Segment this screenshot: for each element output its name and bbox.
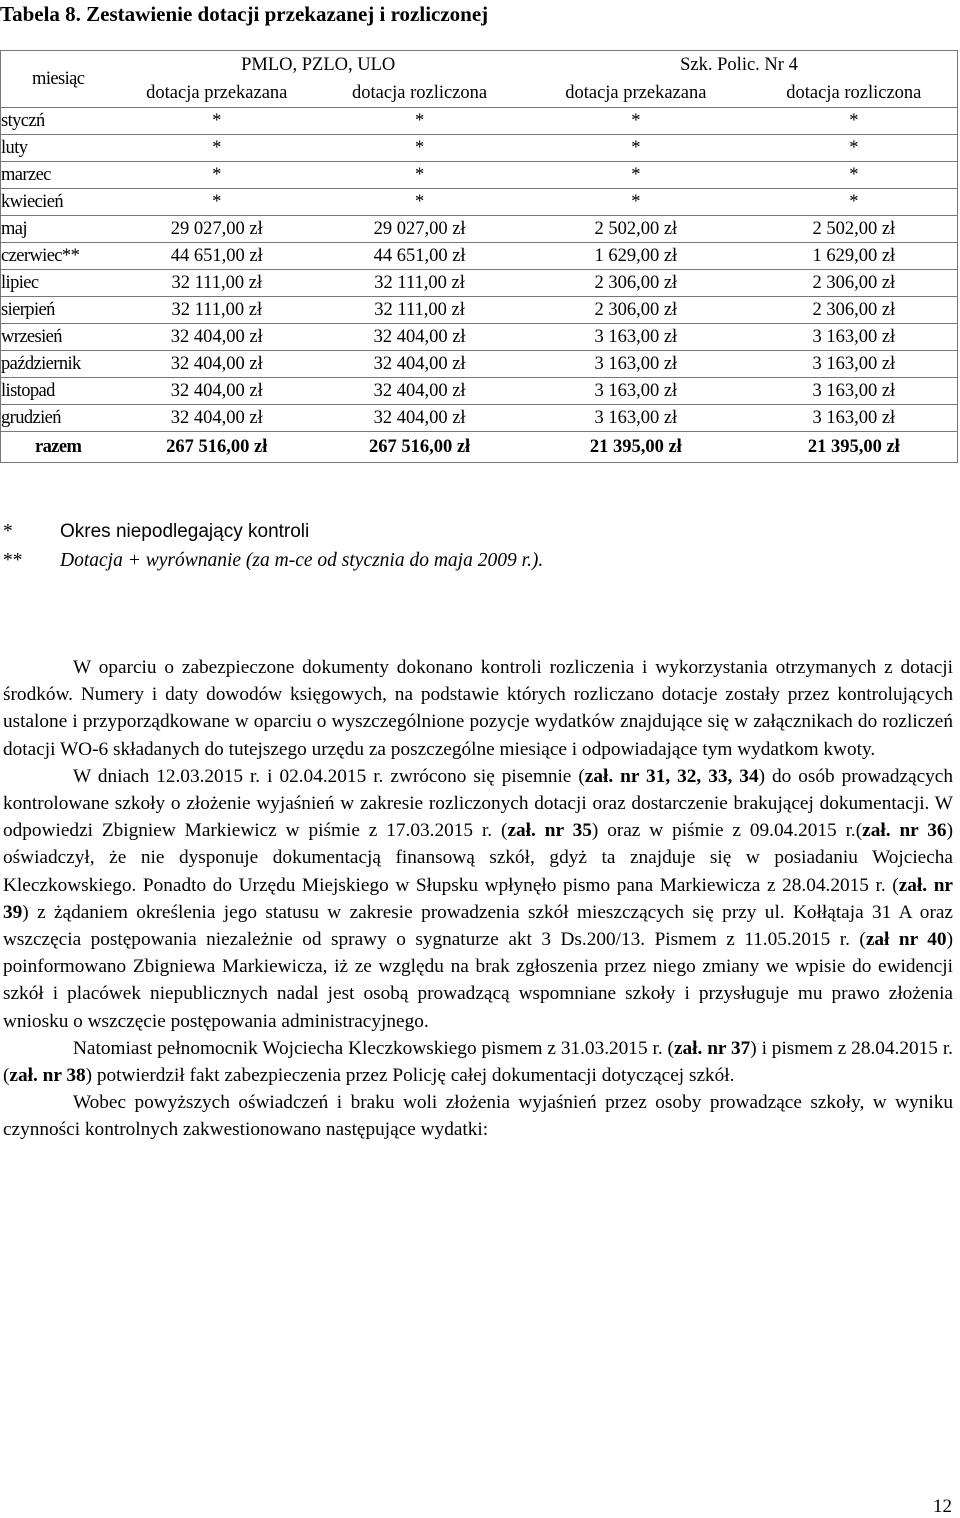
month-cell: wrzesień — [1, 324, 116, 351]
body-paragraph — [3, 654, 953, 763]
value-cell: 32 111,00 zł — [115, 297, 318, 324]
table-row — [1, 297, 958, 324]
attachment-reference: zał. nr 35 — [507, 820, 592, 842]
footnotes — [0, 517, 543, 575]
text-segment: ) oświadczył, że nie dysponuje dokumentacją finansową szkół, gdyż ta znajduje się w posiadaniu Wojciecha Kleczkowskiego. Ponadto do Urzędu Miejskiego w Słupsku wpłynęło pismo pana Markiewicza z 28.04.2015 r. ( — [3, 820, 953, 896]
page-number: 12 — [933, 1496, 952, 1517]
value-cell: 1 629,00 zł — [521, 243, 751, 270]
month-column-header — [1, 51, 116, 108]
subheader-settled-2: dotacja rozliczona — [751, 79, 958, 108]
attachment-reference: zał. nr 39 — [3, 874, 953, 923]
month-cell: grudzień — [1, 405, 116, 432]
text-segment: Wobec powyższych oświadczeń i braku woli złożenia wyjaśnień przez osoby prowadzące szkoły, w wyniku czynności kontrolnych zakwestionowano następujące wydatki: — [3, 1092, 953, 1141]
body-paragraph — [3, 763, 953, 1035]
value-cell: 2 306,00 zł — [751, 297, 958, 324]
value-cell: * — [751, 135, 958, 162]
value-cell: 3 163,00 zł — [521, 405, 751, 432]
group-header-1: PMLO, PZLO, ULO — [115, 51, 521, 80]
month-cell: styczń — [1, 108, 116, 135]
text-segment: Natomiast pełnomocnik Wojciecha Kleczkowskiego pismem z 31.03.2015 r. ( — [73, 1037, 674, 1059]
value-cell: 44 651,00 zł — [115, 243, 318, 270]
total-value-cell: 267 516,00 zł — [115, 432, 318, 463]
total-row — [1, 432, 958, 463]
footnote-mark: ** — [3, 550, 23, 571]
table-row — [1, 378, 958, 405]
value-cell: * — [318, 162, 521, 189]
value-cell: * — [751, 108, 958, 135]
value-cell: 44 651,00 zł — [318, 243, 521, 270]
value-cell: 29 027,00 zł — [318, 216, 521, 243]
value-cell: 2 502,00 zł — [521, 216, 751, 243]
value-cell: * — [521, 189, 751, 216]
value-cell: 1 629,00 zł — [751, 243, 958, 270]
month-cell: czerwiec** — [1, 243, 116, 270]
value-cell: 3 163,00 zł — [751, 378, 958, 405]
value-cell: * — [115, 108, 318, 135]
table-row — [1, 108, 958, 135]
value-cell: * — [115, 135, 318, 162]
text-segment: ) do osób prowadzących kontrolowane szkoły o złożenie wyjaśnień w zakresie rozliczonych dotacji oraz dostarczenie brakującej dokumentacji. W odpowiedzi Zbigniew Markiewicz w piśmie z 17.03.2015 r. ( — [3, 765, 954, 842]
value-cell: 32 111,00 zł — [318, 270, 521, 297]
table-row — [1, 216, 958, 243]
value-cell: 32 404,00 zł — [318, 378, 521, 405]
total-label-cell: razem — [1, 432, 116, 463]
value-cell: 32 404,00 zł — [115, 405, 318, 432]
body-text — [3, 654, 953, 1144]
group-header-2: Szk. Polic. Nr 4 — [521, 51, 958, 80]
month-cell: listopad — [1, 378, 116, 405]
subheader-transferred-2: dotacja przekazana — [521, 79, 751, 108]
month-cell: lipiec — [1, 270, 116, 297]
table-row — [1, 243, 958, 270]
value-cell: 3 163,00 zł — [521, 351, 751, 378]
value-cell: 32 404,00 zł — [318, 405, 521, 432]
text-segment: ) oraz w piśmie z 09.04.2015 r.( — [591, 820, 863, 842]
text-segment: W dniach 12.03.2015 r. i 02.04.2015 r. zwrócono się pisemnie ( — [73, 765, 585, 787]
table-row — [1, 135, 958, 162]
text-segment: ) poinformowano Zbigniewa Markiewicza, iż ze względu na brak zgłoszenia przez niego zmiany we wpisie do ewidencji szkół i placówek niepublicznych nadal jest osobą prowadzącą wspomniane szkoły i przysługuje mu prawo złożenia wniosku o wszczęcie postępowania administracyjnego. — [3, 929, 953, 1032]
value-cell: 3 163,00 zł — [521, 378, 751, 405]
table-row — [1, 351, 958, 378]
value-cell: 2 306,00 zł — [521, 297, 751, 324]
total-value-cell: 21 395,00 zł — [751, 432, 958, 463]
month-cell: kwiecień — [1, 189, 116, 216]
table-title: Tabela 8. Zestawienie dotacji przekazanej i rozliczonej — [0, 2, 489, 26]
value-cell: * — [318, 135, 521, 162]
month-cell: październik — [1, 351, 116, 378]
subheader-settled-1: dotacja rozliczona — [318, 79, 521, 108]
table-row — [1, 324, 958, 351]
table-row — [1, 270, 958, 297]
value-cell: 3 163,00 zł — [751, 351, 958, 378]
value-cell: 32 111,00 zł — [318, 297, 521, 324]
attachment-reference: zał nr 40 — [865, 929, 947, 951]
value-cell: * — [521, 162, 751, 189]
value-cell: 3 163,00 zł — [521, 324, 751, 351]
table-header-row-1 — [1, 51, 958, 80]
value-cell: * — [521, 135, 751, 162]
attachment-reference: zał. nr 36 — [862, 820, 947, 842]
subsidy-table — [0, 50, 958, 463]
table-row — [1, 189, 958, 216]
value-cell: * — [115, 162, 318, 189]
value-cell: * — [521, 108, 751, 135]
month-header-label: miesiąc — [32, 69, 85, 89]
body-paragraph — [3, 1089, 953, 1143]
value-cell: 29 027,00 zł — [115, 216, 318, 243]
footnote-text: Dotacja + wyrównanie (za m-ce od stycznia do maja 2009 r.). — [60, 550, 544, 571]
total-value-cell: 21 395,00 zł — [521, 432, 751, 463]
value-cell: * — [751, 162, 958, 189]
footnote-text: Okres niepodlegający kontroli — [60, 521, 310, 542]
text-segment: W oparciu o zabezpieczone dokumenty dokonano kontroli rozliczenia i wykorzystania otrzymanych z dotacji środków. Numery i daty dowodów księgowych, na podstawie których rozliczano dotacje zostały przez kontrolujących ustalone i przyporządkowane w oparciu o wyszczególnione pozycje wydatków znajdujące się w załącznikach do rozliczeń dotacji WO-6 składanych do tutejszego urzędu za poszczególne miesiące i odpowiadające tym wydatkom kwoty. — [3, 657, 953, 760]
value-cell: 2 306,00 zł — [751, 270, 958, 297]
value-cell: * — [318, 189, 521, 216]
value-cell: 3 163,00 zł — [751, 324, 958, 351]
footnote-1 — [0, 517, 543, 546]
month-cell: marzec — [1, 162, 116, 189]
value-cell: 3 163,00 zł — [751, 405, 958, 432]
footnote-mark: * — [3, 521, 13, 542]
month-cell: maj — [1, 216, 116, 243]
value-cell: 32 404,00 zł — [115, 351, 318, 378]
value-cell: 32 404,00 zł — [115, 378, 318, 405]
attachment-reference: zał. nr 31, 32, 33, 34 — [584, 765, 759, 787]
text-segment: ) i pismem z 28.04.2015 r. ( — [3, 1037, 953, 1087]
value-cell: * — [115, 189, 318, 216]
table-row — [1, 162, 958, 189]
total-value-cell: 267 516,00 zł — [318, 432, 521, 463]
attachment-reference: zał. nr 38 — [9, 1065, 86, 1087]
value-cell: 32 404,00 zł — [318, 351, 521, 378]
text-segment: ) z żądaniem określenia jego statusu w zakresie prowadzenia szkół mieszczących się przy ul. Kołłątaja 31 A oraz wszczęcia postępowania niezależnie od sprawy o sygnaturze akt 3 Ds.200/13. Pismem z 11.05.2015 r. ( — [3, 901, 953, 951]
value-cell: 32 111,00 zł — [115, 270, 318, 297]
month-cell: luty — [1, 135, 116, 162]
table-header-row-2 — [1, 79, 958, 108]
value-cell: 2 306,00 zł — [521, 270, 751, 297]
value-cell: 32 404,00 zł — [115, 324, 318, 351]
value-cell: * — [318, 108, 521, 135]
subheader-transferred-1: dotacja przekazana — [115, 79, 318, 108]
footnote-2 — [0, 546, 543, 575]
attachment-reference: zał. nr 37 — [673, 1037, 751, 1059]
value-cell: 32 404,00 zł — [318, 324, 521, 351]
body-paragraph — [3, 1035, 953, 1089]
text-segment: ) potwierdził fakt zabezpieczenia przez Policję całej dokumentacji dotyczącej szkół. — [85, 1065, 735, 1087]
table-row — [1, 405, 958, 432]
value-cell: * — [751, 189, 958, 216]
value-cell: 2 502,00 zł — [751, 216, 958, 243]
month-cell: sierpień — [1, 297, 116, 324]
